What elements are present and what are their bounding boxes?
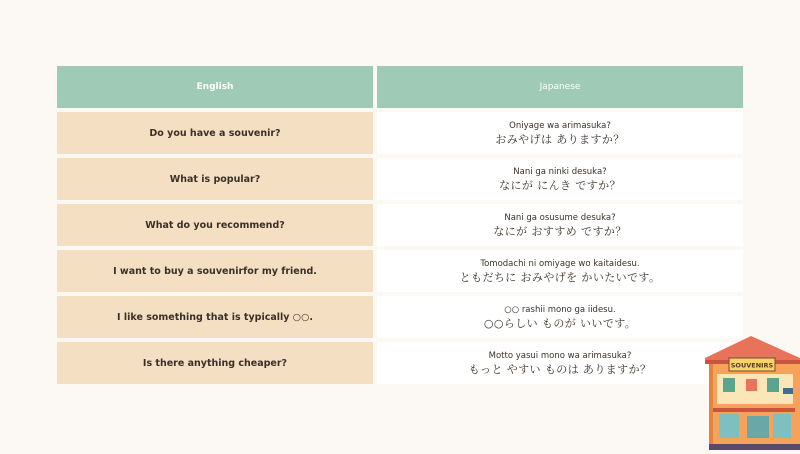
table-header-row [57, 66, 743, 108]
table-row [57, 250, 743, 292]
table-row [57, 112, 743, 154]
japanese-phrase [377, 204, 743, 246]
tag-item [783, 388, 793, 394]
shop-base [709, 444, 800, 450]
english-phrase: I like something that is typically ○○. [57, 296, 373, 338]
shirt-item [767, 378, 779, 392]
wall-edge [709, 364, 713, 446]
japanese-phrase [377, 158, 743, 200]
japanese-phrase [377, 250, 743, 292]
souvenir-shop-illustration [703, 336, 800, 450]
table-row [57, 342, 743, 384]
english-phrase: What is popular? [57, 158, 373, 200]
door [747, 416, 769, 438]
english-phrase: Do you have a souvenir? [57, 112, 373, 154]
bag-item [746, 379, 757, 391]
romaji-text: Nani ga ninki desuka? [513, 166, 607, 177]
kana-text: なにが おすすめ ですか？ [493, 224, 627, 238]
english-phrase: I want to buy a souvenirfor my friend. [57, 250, 373, 292]
romaji-text: ○○ rashii mono ga iidesu. [504, 304, 616, 315]
header-english: English [57, 66, 373, 108]
lower-shelf [773, 414, 791, 438]
kana-text: おみやげは ありますか？ [495, 132, 625, 146]
japanese-phrase [377, 296, 743, 338]
kana-text: ○○らしい ものが いいです。 [483, 316, 637, 330]
kana-text: ともだちに おみやげを かいたいです。 [459, 270, 661, 284]
lower-shelf [719, 414, 739, 438]
counter-top [713, 408, 795, 412]
english-phrase: Is there anything cheaper? [57, 342, 373, 384]
romaji-text: Oniyage wa arimasuka? [509, 120, 611, 131]
english-phrase: What do you recommend? [57, 204, 373, 246]
romaji-text: Tomodachi ni omiyage wo kaitaidesu. [480, 258, 640, 269]
romaji-text: Motto yasui mono wa arimasuka? [488, 350, 632, 361]
table-row [57, 158, 743, 200]
sign-text: SOUVENIRS [730, 361, 774, 370]
kana-text: もっと やすい ものは ありますか？ [468, 362, 652, 376]
japanese-phrase [377, 342, 743, 384]
header-japanese: Japanese [377, 66, 743, 108]
romaji-text: Nani ga osusume desuka? [504, 212, 616, 223]
kana-text: なにが にんき ですか？ [499, 178, 621, 192]
phrase-table [57, 66, 743, 388]
japanese-phrase [377, 112, 743, 154]
table-row [57, 204, 743, 246]
table-row [57, 296, 743, 338]
shirt-item [723, 378, 735, 392]
shop-graphic [703, 336, 800, 450]
